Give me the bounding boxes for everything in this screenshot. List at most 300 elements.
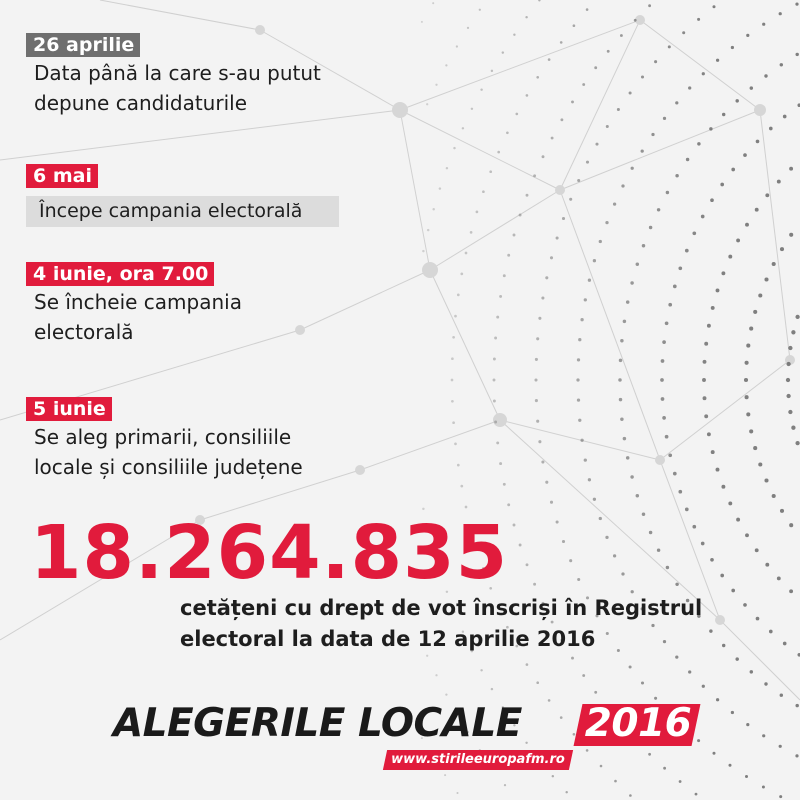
background-dot [493,400,496,403]
background-dot [556,520,559,523]
background-dot [631,167,634,170]
background-dot [661,397,665,401]
background-dot [704,414,708,418]
background-dot [435,674,437,676]
background-dot [789,167,793,171]
background-dot [536,76,539,79]
background-dot [666,566,669,569]
background-dot [743,153,747,157]
background-dot [588,478,591,481]
background-dot [728,255,732,259]
background-dot [777,576,781,580]
background-dot [471,108,473,110]
background-dot [562,540,565,543]
background-dot [489,170,492,173]
background-dot [788,346,792,350]
background-dot [626,300,629,303]
background-dot [772,494,776,498]
background-dot [623,437,626,440]
background-dot [746,412,750,416]
background-dot [550,256,553,259]
background-dot [721,485,725,489]
background-dot [755,208,759,212]
event-campaign-end [26,262,242,347]
background-dot [710,558,714,562]
background-dot [665,435,669,439]
background-dot [701,542,705,546]
background-dot [569,559,572,562]
background-dot [494,421,497,424]
background-dot [513,33,515,35]
background-dot [630,475,633,478]
event-candidacy-deadline [26,33,321,118]
background-dot [595,143,598,146]
background-dot [445,64,447,66]
background-dot [541,460,544,463]
background-dot [503,483,506,486]
background-dot [795,53,798,56]
background-dot [619,359,622,362]
background-dot [493,358,496,361]
event-line: Data până la care s-au putut [34,61,321,85]
background-dot [735,657,738,660]
background-dot [704,342,708,346]
background-dot [786,378,790,382]
background-dot [722,113,725,116]
background-dot [619,398,622,401]
background-dot [668,303,672,307]
background-dot [685,508,689,512]
background-dot [746,344,750,348]
background-dot [538,440,541,443]
caption-line: cetățeni cu drept de vot înscriși în Registrul [180,596,703,620]
background-dot [711,306,715,310]
background-dot [480,669,482,671]
background-dot [491,688,493,690]
background-dot [577,179,580,182]
background-dot [789,233,793,237]
background-dot [507,503,510,506]
background-dot [538,317,541,320]
background-dot [728,764,731,767]
background-dot [479,9,481,11]
background-dot [678,490,682,494]
background-dot [749,327,753,331]
brand-url: www.stirileeuropafm.ro [391,752,565,767]
background-dot [780,247,784,251]
background-dot [630,281,633,284]
background-dot [641,681,644,684]
background-dot [758,462,762,466]
background-dot [605,536,608,539]
event-description [26,196,339,227]
background-dot [675,101,678,104]
background-dot [526,94,529,97]
background-dot [496,316,499,319]
background-dot [688,86,691,89]
background-dot [745,361,749,365]
background-dot [526,563,529,566]
background-dot [744,378,748,382]
voter-count: 18.264.835 [30,510,509,596]
background-dot [636,494,639,497]
event-description [34,58,321,118]
background-dot [617,108,620,111]
background-dot [762,734,765,737]
background-dot [673,285,677,289]
background-dot [460,273,463,276]
background-dot [682,31,685,34]
background-dot [491,70,493,72]
background-dot [712,5,715,8]
background-dot [777,180,781,184]
background-dot [526,194,529,197]
background-dot [780,693,783,696]
background-dot [507,254,510,257]
background-dot [710,198,714,202]
background-dot [594,66,597,69]
background-dot [535,399,538,402]
background-dot [548,58,551,61]
background-dot [502,51,504,53]
background-dot [536,681,539,684]
background-dot [621,572,624,575]
background-dot [678,266,682,270]
background-dot [605,221,608,224]
background-dot [745,533,749,537]
background-dot [764,478,768,482]
background-dot [685,249,689,253]
background-dot [551,137,554,140]
background-dot [731,168,735,172]
background-dot [662,340,666,344]
background-dot [515,113,518,116]
background-dot [578,419,581,422]
background-dot [456,792,458,794]
background-dot [641,75,644,78]
background-dot [565,791,567,793]
background-dot [750,670,753,673]
background-dot [762,786,765,789]
background-dot [753,310,757,314]
background-dot [783,115,787,119]
background-dot [470,231,473,234]
background-dot [679,780,682,783]
background-dot [577,578,580,581]
background-dot [607,50,610,53]
background-dot [657,208,660,211]
background-dot [580,318,583,321]
background-dot [457,464,460,467]
background-dot [648,4,651,7]
background-dot [582,83,585,86]
background-dot [735,99,738,102]
event-campaign-start [26,164,339,227]
background-dot [731,589,735,593]
event-description [34,422,303,482]
background-dot [497,151,500,154]
background-dot [795,3,798,6]
background-dot [620,339,623,342]
caption-line: electoral la data de 12 aprilie 2016 [180,627,596,651]
background-dot [456,45,458,47]
background-dot [562,217,565,220]
background-dot [613,554,616,557]
background-dot [641,149,644,152]
background-dot [675,583,678,586]
background-dot [750,86,753,89]
background-dot [519,544,522,547]
background-dot [665,321,669,325]
background-dot [695,793,698,796]
background-dot [746,723,749,726]
background-dot [513,234,516,237]
background-dot [707,432,711,436]
background-dot [504,784,506,786]
background-dot [584,298,587,301]
background-dot [560,118,563,121]
background-dot [745,395,749,399]
background-dot [703,360,707,364]
event-line: Se aleg primarii, consiliile [34,425,292,449]
background-dot [692,525,696,529]
background-dot [663,117,666,120]
background-dot [762,23,765,26]
background-dot [764,74,767,77]
background-dot [711,450,715,454]
background-dot [623,320,626,323]
background-dot [657,548,660,551]
background-dot [499,462,502,465]
background-dot [451,379,454,382]
background-dot [536,420,539,423]
background-dot [716,698,719,701]
background-dot [538,0,540,2]
background-dot [446,167,448,169]
background-dot [642,513,645,516]
background-dot [707,324,711,328]
background-dot [451,400,454,403]
background-dot [586,161,589,164]
background-dot [480,88,482,90]
background-dot [791,330,795,334]
background-dot [536,337,539,340]
background-dot [736,238,740,242]
background-dot [621,184,624,187]
background-dot [731,46,734,49]
background-dot [594,691,597,694]
background-dot [550,501,553,504]
background-dot [582,674,585,677]
background-dot [454,315,457,318]
background-dot [697,18,700,21]
background-dot [573,24,576,27]
background-dot [675,655,678,658]
background-dot [629,794,632,797]
background-dot [506,131,509,134]
brand-year: 2016 [584,701,692,746]
background-dot [577,398,580,401]
background-dot [702,378,706,382]
background-dot [795,441,799,445]
background-dot [542,155,545,158]
background-dot [613,202,616,205]
background-dot [586,8,589,11]
background-dot [422,250,424,252]
background-dot [620,34,623,37]
background-dot [534,378,537,381]
background-dot [765,193,769,197]
background-dot [476,211,479,214]
background-dot [580,439,583,442]
background-dot [702,72,705,75]
background-dot [642,244,645,247]
background-dot [614,780,617,783]
background-dot [780,63,783,66]
background-dot [560,41,563,44]
event-line: depune candidaturile [34,91,247,115]
background-dot [688,670,691,673]
date-badge: 5 iunie [26,397,112,421]
date-badge: 26 aprilie [26,33,140,57]
background-dot [701,215,705,219]
background-dot [779,795,782,798]
background-dot [675,174,678,177]
event-election-day [26,397,303,482]
background-dot [716,288,720,292]
background-dot [426,103,428,105]
background-dot [686,158,689,161]
background-dot [755,548,759,552]
background-dot [716,468,720,472]
background-dot [533,583,536,586]
background-dot [795,754,798,757]
event-line: Se încheie campania [34,290,242,314]
background-dot [576,378,579,381]
background-dot [535,358,538,361]
background-dot [496,441,499,444]
background-dot [452,421,455,424]
background-dot [453,147,455,149]
background-dot [482,190,485,193]
background-dot [668,45,671,48]
background-dot [513,524,516,527]
background-dot [545,276,548,279]
background-dot [779,12,782,15]
background-dot [649,226,652,229]
background-dot [457,294,460,297]
background-dot [451,357,454,360]
background-dot [668,453,672,457]
background-dot [584,458,587,461]
background-dot [593,498,596,501]
background-dot [626,456,629,459]
background-dot [709,127,712,130]
background-dot [599,517,602,520]
background-dot [629,665,632,668]
background-dot [526,663,529,666]
background-dot [720,183,724,187]
background-dot [753,446,757,450]
background-dot [786,362,790,366]
background-dot [756,140,760,144]
background-dot [764,682,767,685]
background-dot [571,100,574,103]
background-dot [649,531,652,534]
background-dot [666,191,669,194]
background-dot [439,187,441,189]
background-dot [721,271,725,275]
background-dot [494,337,497,340]
background-dot [692,231,696,235]
background-dot [435,84,437,86]
background-dot [749,429,753,433]
background-dot [467,27,469,29]
event-description [34,287,242,347]
background-dot [432,2,434,4]
background-dot [629,91,632,94]
voter-count-caption [180,593,790,655]
background-dot [662,416,666,420]
background-dot [493,379,496,382]
event-line: electorală [34,320,134,344]
background-dot [499,295,502,298]
background-dot [769,127,773,131]
date-badge: 6 mai [26,164,98,188]
brand-logo [113,700,698,780]
background-dot [758,293,762,297]
background-dot [421,21,423,23]
background-dot [673,472,677,476]
background-dot [593,259,596,262]
background-dot [772,262,776,266]
background-dot [795,315,799,319]
background-dot [788,410,792,414]
background-dot [712,752,715,755]
background-dot [445,693,447,695]
background-dot [427,229,429,231]
background-dot [746,34,749,37]
background-dot [795,704,798,707]
background-dot [503,274,506,277]
background-dot [578,338,581,341]
background-dot [465,252,468,255]
background-dot [571,657,574,660]
background-dot [660,378,664,382]
background-dot [588,279,591,282]
background-dot [606,125,609,128]
background-dot [636,262,639,265]
date-badge: 4 iunie, ora 7.00 [26,262,214,286]
background-dot [780,509,784,513]
background-dot [720,574,724,578]
background-dot [432,208,434,210]
background-dot [577,358,580,361]
background-dot [716,59,719,62]
background-dot [791,426,795,430]
event-line: Începe campania electorală [39,200,303,222]
background-dot [731,711,734,714]
background-dot [618,378,621,381]
background-dot [462,127,464,129]
background-dot [745,223,749,227]
background-dot [786,394,790,398]
background-dot [654,60,657,63]
background-dot [525,16,527,18]
brand-title: ALEGERILE LOCALE [113,701,522,746]
background-dot [765,563,769,567]
background-dot [541,296,544,299]
